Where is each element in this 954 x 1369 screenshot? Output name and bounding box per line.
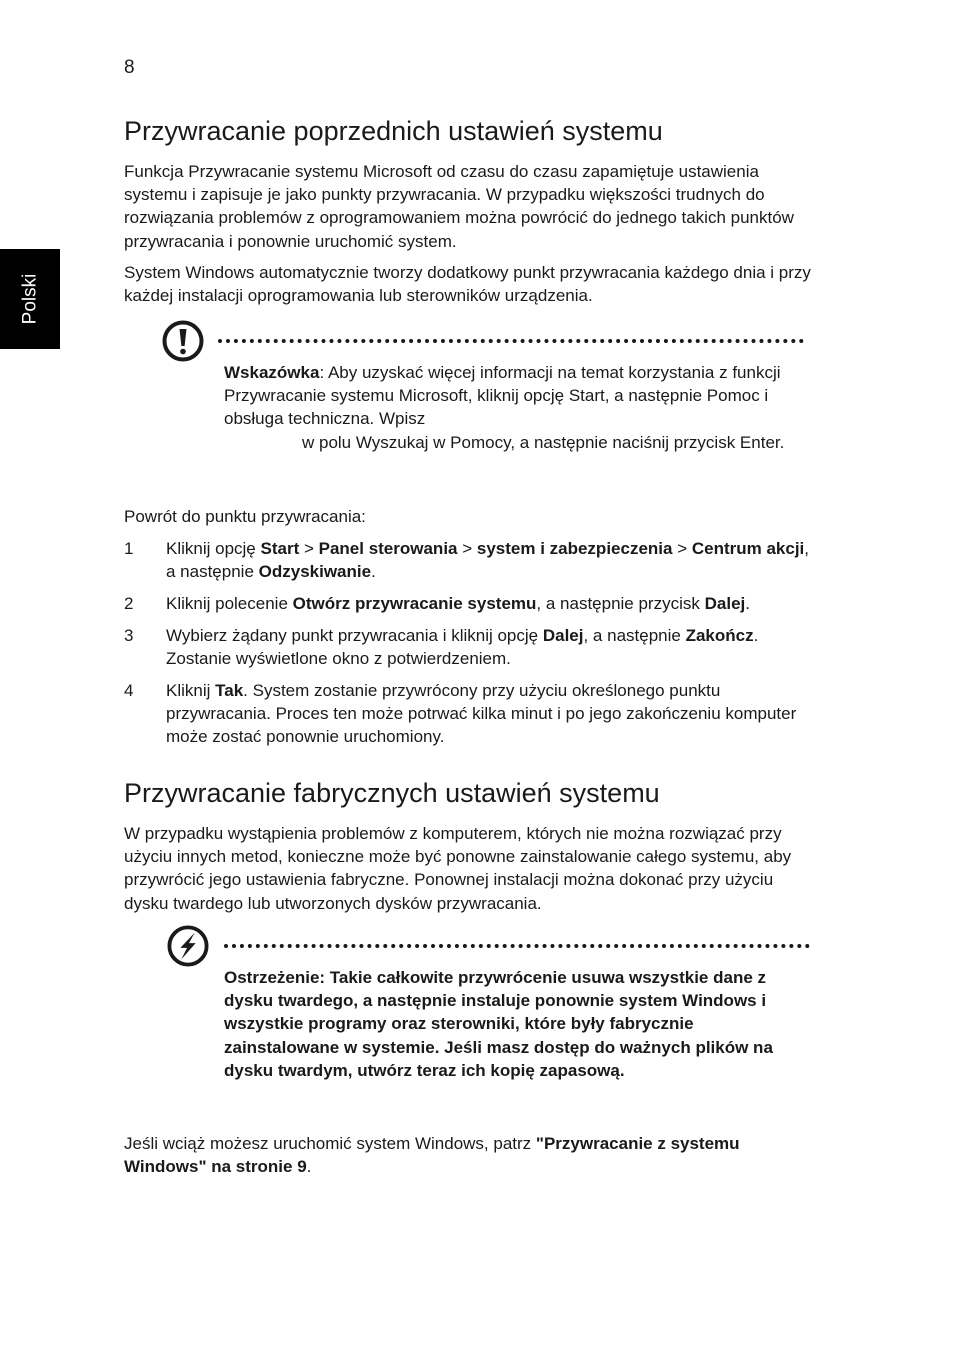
- step-bold: Tak: [215, 681, 244, 700]
- step-bold: Odzyskiwanie: [258, 562, 372, 582]
- step-number: 2: [124, 594, 134, 613]
- section1-paragraph-1: Funkcja Przywracanie systemu Microsoft od czasu do czasu zapamiętuje ustawienia systemu i zapisuje je jako punkty przywracania. W przypadku większości trudnych do rozwiązania problemów z oprogramowaniem można powrócić do jednego takich punktów przywracania i ponownie uruchomić system.: [124, 162, 794, 251]
- steps-intro: Powrót do punktu przywracania:: [124, 507, 366, 526]
- warning-divider: [224, 944, 810, 948]
- step-bold: Dalej: [542, 626, 584, 645]
- step-bold: Centrum akcji: [691, 539, 805, 558]
- step-text: >: [457, 539, 477, 558]
- section-title-restore-previous: Przywracanie poprzednich ustawień systemu: [124, 116, 663, 146]
- warning-note: Ostrzeżenie: Takie całkowite przywrócenie usuwa wszystkie dane z dysku twardego, a następnie instaluje ponownie system Windows i wszystkie programy oraz sterowniki, które były fabrycznie zainstalowane w systemie. Jeśli masz dostęp do ważnych plików na dysku twardym, utwórz teraz ich kopię zapasową.: [224, 968, 773, 1080]
- step-number: 4: [124, 681, 134, 700]
- section2-final-paragraph: [124, 1132, 814, 1178]
- language-tab-label: Polski: [19, 273, 40, 325]
- tip-text-2: w polu Wyszukaj w Pomocy, a następnie naciśnij przycisk Enter.: [302, 432, 785, 452]
- step-text: . System zostanie przywrócony przy użyciu określonego punktu przywracania. Proces ten może potrwać kilka minut i po jego zakończeniu komputer może zostać ponownie uruchomiony.: [166, 681, 797, 747]
- step-bold: Zakończ: [685, 626, 754, 645]
- step-number: 1: [124, 539, 134, 558]
- step-4: [124, 679, 814, 749]
- step-text: Wybierz żądany punkt przywracania i kliknij opcję: [166, 626, 543, 645]
- step-bold: Otwórz przywracanie systemu: [292, 594, 537, 613]
- step-text: >: [299, 539, 319, 558]
- step-text: >: [672, 539, 692, 558]
- step-text: Kliknij: [166, 681, 216, 700]
- step-2: [124, 592, 814, 615]
- language-tab: [0, 249, 60, 349]
- step-1: [124, 537, 814, 583]
- section2-paragraph-1: W przypadku wystąpienia problemów z komputerem, których nie można rozwiązać przy użyciu innych metod, konieczne może być ponowne zainstalowanie całego systemu, aby przywrócić jego ustawienia fabryczne. Ponownej instalacji można dokonać przy użyciu dysku twardego lub utworzonych dysków przywracania.: [124, 824, 792, 913]
- step-text: .: [745, 594, 750, 613]
- final-text: Jeśli wciąż możesz uruchomić system Windows, patrz: [124, 1134, 536, 1153]
- step-3: [124, 624, 814, 670]
- step-bold: Dalej: [704, 594, 746, 613]
- exclamation-icon: [162, 320, 204, 362]
- step-text: Kliknij opcję: [166, 539, 261, 558]
- step-number: 3: [124, 626, 134, 645]
- section-title-restore-factory: Przywracanie fabrycznych ustawień systemu: [124, 778, 660, 808]
- tip-text-1: : Aby uzyskać więcej informacji na temat korzystania z funkcji Przywracanie systemu Microsoft, kliknij opcję Start, a następnie Pomoc i obsługa techniczna. Wpisz: [224, 363, 781, 429]
- section1-paragraph-2: System Windows automatycznie tworzy dodatkowy punkt przywracania każdego dnia i przy każdej instalacji oprogramowania lub sterowników urządzenia.: [124, 263, 811, 306]
- tip-note: [224, 361, 804, 454]
- step-bold: Start: [260, 539, 300, 558]
- tip-label: Wskazówka: [224, 363, 320, 382]
- step-text: , a następnie: [166, 539, 810, 582]
- step-text: .: [371, 562, 376, 582]
- step-text: , a następnie przycisk: [536, 594, 705, 613]
- step-bold: system i zabezpieczenia: [476, 539, 673, 558]
- note-divider: [218, 339, 804, 343]
- lightning-warning-icon: [167, 925, 209, 967]
- step-text: . Zostanie wyświetlone okno z potwierdzeniem.: [166, 626, 759, 669]
- step-text: , a następnie: [583, 626, 686, 645]
- cross-reference-link[interactable]: "Przywracanie z systemu Windows" na stronie 9: [124, 1134, 740, 1177]
- step-text: Kliknij polecenie: [166, 594, 293, 613]
- page-number: 8: [124, 57, 135, 78]
- final-end: .: [306, 1157, 312, 1177]
- step-bold: Panel sterowania: [318, 539, 458, 558]
